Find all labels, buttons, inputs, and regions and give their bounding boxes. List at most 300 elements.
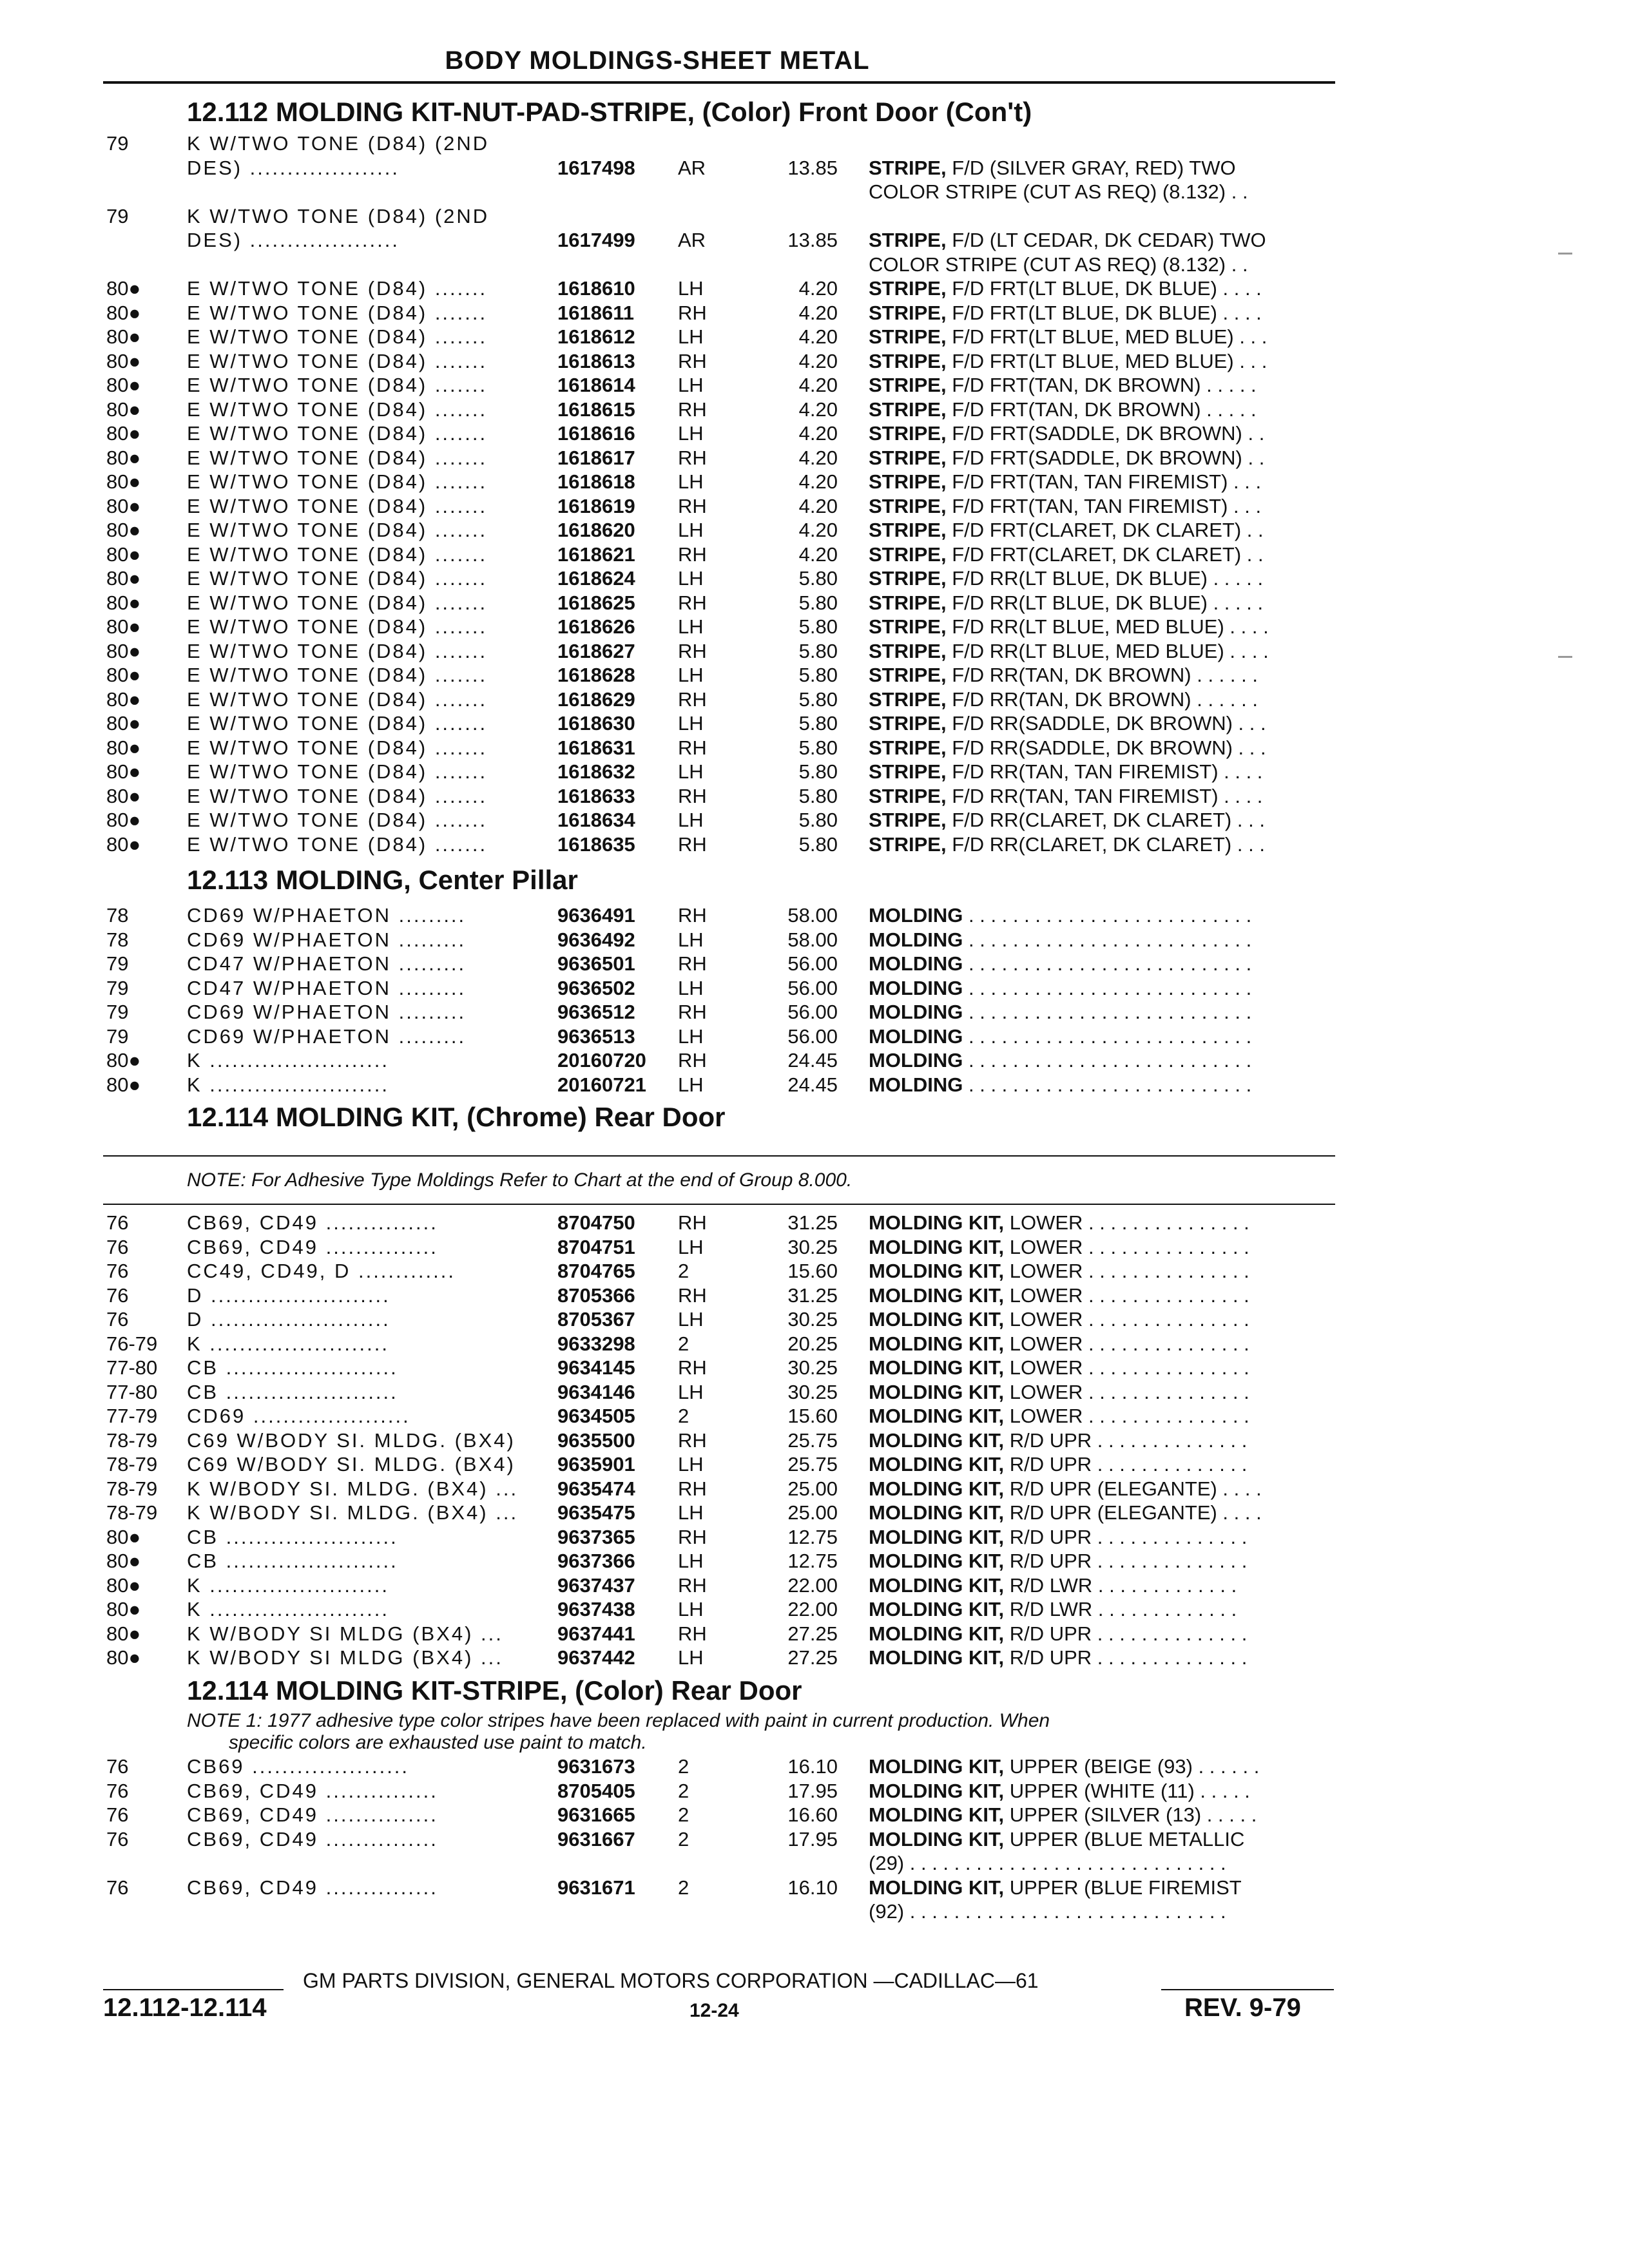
model-year: 76-79 — [106, 1332, 158, 1355]
model-year: 80● — [106, 301, 141, 324]
model-code: CB69, CD49 ............... — [187, 1876, 438, 1899]
quantity: RH — [678, 736, 707, 759]
price: 4.20 — [798, 374, 838, 396]
part-name: MOLDING KIT, — [869, 1283, 1005, 1307]
part-row — [0, 422, 1418, 447]
description-detail: R/D UPR . . . . . . . . . . . . . . — [1004, 1453, 1248, 1475]
model-code: K W/BODY SI MLDG (BX4) ... — [187, 1646, 503, 1669]
description-detail: . . . . . . . . . . . . . . . . . . . . . . . . . . — [963, 1073, 1252, 1096]
section-title: 12.112 MOLDING KIT-NUT-PAD-STRIPE, (Color) Front Door (Con't) — [187, 97, 1032, 127]
part-name: MOLDING KIT, — [869, 1356, 1005, 1379]
model-year: 76 — [106, 1803, 129, 1826]
model-code: K W/TWO TONE (D84) (2ND — [187, 132, 490, 155]
part-name: STRIPE, — [869, 398, 947, 421]
description-detail: F/D FRT(CLARET, DK CLARET) . . — [946, 519, 1264, 541]
price: 4.20 — [798, 519, 838, 541]
part-name: MOLDING KIT, — [869, 1803, 1005, 1826]
part-number: 1618630 — [557, 712, 635, 735]
quantity: RH — [678, 639, 707, 662]
quantity: RH — [678, 1477, 707, 1500]
price: 22.00 — [787, 1598, 838, 1620]
model-code: CD69 W/PHAETON ......... — [187, 928, 467, 951]
footer-section-range: 12.112-12.114 — [103, 1994, 267, 2022]
part-name: STRIPE, — [869, 784, 947, 807]
part-row — [0, 736, 1418, 761]
part-row — [0, 447, 1418, 471]
part-name: STRIPE, — [869, 760, 947, 783]
price: 5.80 — [798, 832, 838, 856]
model-year: 78 — [106, 904, 129, 927]
description-continuation: COLOR STRIPE (CUT AS REQ) (8.132) . . — [869, 253, 1248, 276]
model-year: 80● — [106, 639, 141, 662]
model-code: E W/TWO TONE (D84) ....... — [187, 374, 488, 396]
price: 56.00 — [787, 952, 838, 975]
section-title: 12.114 MOLDING KIT-STRIPE, (Color) Rear Door — [187, 1675, 802, 1706]
quantity: LH — [678, 422, 704, 445]
part-number: 1618626 — [557, 615, 635, 638]
model-code: K ........................ — [187, 1332, 389, 1355]
price: 25.75 — [787, 1428, 838, 1452]
part-name: MOLDING — [869, 1024, 963, 1048]
model-code: CB69, CD49 ............... — [187, 1827, 438, 1850]
price: 4.20 — [798, 277, 838, 300]
description — [869, 567, 1263, 590]
part-row — [0, 1429, 1418, 1454]
part-row — [0, 904, 1418, 928]
description-detail: R/D UPR (ELEGANTE) . . . . — [1004, 1477, 1262, 1500]
description — [869, 952, 1251, 975]
part-number: 1618632 — [557, 760, 635, 783]
part-name: STRIPE, — [869, 277, 947, 300]
part-row — [0, 688, 1418, 713]
part-number: 1618631 — [557, 736, 635, 759]
description — [869, 1332, 1249, 1356]
part-name: MOLDING KIT, — [869, 1501, 1005, 1524]
price: 15.60 — [787, 1405, 838, 1427]
model-code: E W/TWO TONE (D84) ....... — [187, 736, 488, 759]
part-row — [0, 1308, 1418, 1332]
part-name: STRIPE, — [869, 591, 947, 614]
part-number: 8704765 — [557, 1260, 635, 1282]
model-year: 80● — [106, 664, 141, 686]
model-code: DES) .................... — [187, 156, 400, 179]
part-number: 9635500 — [557, 1428, 635, 1452]
part-number: 9637438 — [557, 1598, 635, 1620]
description — [869, 977, 1251, 1000]
price: 16.60 — [787, 1803, 838, 1826]
description-detail: F/D FRT(LT BLUE, DK BLUE) . . . . — [946, 277, 1262, 300]
model-code: E W/TWO TONE (D84) ....... — [187, 446, 488, 469]
description-detail: R/D UPR . . . . . . . . . . . . . . — [1004, 1428, 1248, 1452]
description — [869, 447, 1264, 470]
description — [869, 736, 1266, 760]
part-number: 1618635 — [557, 832, 635, 856]
part-row — [0, 615, 1418, 640]
price: 25.00 — [787, 1477, 838, 1500]
part-row — [0, 302, 1418, 326]
part-name: STRIPE, — [869, 736, 947, 759]
part-name: MOLDING — [869, 928, 963, 951]
description — [869, 1755, 1259, 1778]
quantity: LH — [678, 1598, 704, 1620]
price: 24.45 — [787, 1049, 838, 1072]
part-row — [0, 1236, 1418, 1260]
part-number: 1618612 — [557, 325, 635, 348]
part-name: MOLDING KIT, — [869, 1260, 1005, 1282]
quantity: RH — [678, 904, 707, 927]
part-row — [0, 1477, 1418, 1502]
footer-publisher: GM PARTS DIVISION, GENERAL MOTORS CORPORATION —CADILLAC—61 — [303, 1969, 1039, 1992]
part-row — [0, 1356, 1418, 1381]
quantity: RH — [678, 1525, 707, 1548]
description-detail: R/D UPR . . . . . . . . . . . . . . — [1004, 1525, 1248, 1548]
part-row — [0, 1405, 1418, 1429]
model-code: C69 W/BODY SI. MLDG. (BX4) — [187, 1453, 516, 1475]
description — [869, 325, 1267, 349]
description-detail: F/D FRT(LT BLUE, MED BLUE) . . . — [946, 349, 1268, 372]
part-name: STRIPE, — [869, 349, 947, 372]
part-number: 9631671 — [557, 1876, 635, 1899]
quantity: LH — [678, 615, 704, 638]
model-year: 79 — [106, 132, 129, 155]
model-code: E W/TWO TONE (D84) ....... — [187, 543, 488, 566]
part-number: 9631667 — [557, 1827, 635, 1850]
model-code: K ........................ — [187, 1573, 389, 1597]
model-year: 80● — [106, 1646, 141, 1669]
model-code: CD69 W/PHAETON ......... — [187, 904, 467, 927]
price: 56.00 — [787, 1024, 838, 1048]
part-name: MOLDING KIT, — [869, 1622, 1005, 1645]
description — [869, 1073, 1251, 1097]
description — [869, 928, 1251, 952]
part-number: 1618610 — [557, 277, 635, 300]
part-name: MOLDING KIT, — [869, 1827, 1005, 1850]
description — [869, 1803, 1257, 1827]
description-detail: F/D FRT(CLARET, DK CLARET) . . — [946, 543, 1264, 566]
description — [869, 1574, 1237, 1597]
description-detail: R/D UPR . . . . . . . . . . . . . . — [1004, 1622, 1248, 1645]
part-row — [0, 1574, 1418, 1599]
model-year: 80● — [106, 687, 141, 711]
model-year: 80● — [106, 1573, 141, 1597]
model-year: 79 — [106, 952, 129, 975]
part-number: 1618629 — [557, 687, 635, 711]
price: 5.80 — [798, 664, 838, 686]
description — [869, 1876, 1242, 1899]
description — [869, 543, 1264, 566]
quantity: RH — [678, 1049, 707, 1072]
part-row — [0, 1550, 1418, 1574]
part-number: 1618628 — [557, 664, 635, 686]
part-row — [0, 374, 1418, 398]
description-detail: LOWER . . . . . . . . . . . . . . . — [1004, 1260, 1249, 1282]
part-name: MOLDING — [869, 904, 963, 927]
part-number: 9635901 — [557, 1453, 635, 1475]
description-detail: F/D FRT(TAN, TAN FIREMIST) . . . — [946, 470, 1262, 493]
price: 5.80 — [798, 784, 838, 807]
description-detail: F/D RR(SADDLE, DK BROWN) . . . — [946, 712, 1266, 735]
part-row — [0, 470, 1418, 495]
part-name: MOLDING KIT, — [869, 1308, 1005, 1331]
quantity: RH — [678, 398, 707, 421]
description-detail: LOWER . . . . . . . . . . . . . . . — [1004, 1380, 1249, 1403]
part-name: STRIPE, — [869, 664, 947, 686]
price: 25.75 — [787, 1453, 838, 1475]
footer-page-number: 12-24 — [689, 2000, 739, 2021]
part-number: 1617498 — [557, 156, 635, 179]
description-detail: . . . . . . . . . . . . . . . . . . . . . . . . . . — [963, 928, 1252, 951]
model-year: 76 — [106, 1755, 129, 1778]
part-name: STRIPE, — [869, 519, 947, 541]
part-row — [0, 1803, 1418, 1828]
part-number: 9636502 — [557, 976, 635, 999]
model-code: K ........................ — [187, 1049, 389, 1072]
description-detail: R/D LWR . . . . . . . . . . . . . — [1004, 1573, 1237, 1597]
quantity: LH — [678, 1380, 704, 1403]
model-code: E W/TWO TONE (D84) ....... — [187, 809, 488, 831]
description — [869, 760, 1262, 783]
description — [869, 1526, 1247, 1549]
model-code: CB ....................... — [187, 1380, 398, 1403]
model-year: 76 — [106, 1211, 129, 1234]
quantity: RH — [678, 301, 707, 324]
description-detail: F/D (SILVER GRAY, RED) TWO — [946, 156, 1236, 179]
part-number: 9637365 — [557, 1525, 635, 1548]
part-row — [0, 567, 1418, 591]
model-code: E W/TWO TONE (D84) ....... — [187, 470, 488, 493]
part-number: 1618615 — [557, 398, 635, 421]
model-code: D ........................ — [187, 1308, 390, 1331]
part-name: STRIPE, — [869, 422, 947, 445]
part-row — [0, 205, 1418, 229]
description — [869, 1780, 1250, 1803]
model-code: CB69, CD49 ............... — [187, 1803, 438, 1826]
header-rule — [103, 81, 1335, 84]
quantity: LH — [678, 277, 704, 300]
model-year: 79 — [106, 1001, 129, 1023]
description — [869, 904, 1251, 927]
part-row — [0, 132, 1418, 157]
description-detail: LOWER . . . . . . . . . . . . . . . — [1004, 1332, 1249, 1355]
price: 5.80 — [798, 567, 838, 590]
part-name: STRIPE, — [869, 832, 947, 856]
price: 5.80 — [798, 639, 838, 662]
model-year: 80● — [106, 832, 141, 856]
description-detail: R/D UPR . . . . . . . . . . . . . . — [1004, 1646, 1248, 1669]
model-code: E W/TWO TONE (D84) ....... — [187, 301, 488, 324]
part-number: 1618633 — [557, 784, 635, 807]
price: 31.25 — [787, 1283, 838, 1307]
quantity: LH — [678, 1308, 704, 1331]
price: 58.00 — [787, 928, 838, 951]
part-number: 9634146 — [557, 1380, 635, 1403]
part-row — [0, 1332, 1418, 1357]
model-year: 80● — [106, 422, 141, 445]
model-code: K ........................ — [187, 1598, 389, 1620]
model-code: CB ....................... — [187, 1356, 398, 1379]
part-row — [0, 1453, 1418, 1477]
part-name: MOLDING KIT, — [869, 1550, 1005, 1572]
model-year: 80● — [106, 277, 141, 300]
quantity: LH — [678, 1453, 704, 1475]
part-row — [0, 1049, 1418, 1073]
price: 5.80 — [798, 809, 838, 831]
part-number: 20160720 — [557, 1049, 646, 1072]
price: 27.25 — [787, 1646, 838, 1669]
continuation-row — [0, 1900, 1418, 1925]
section-title: 12.114 MOLDING KIT, (Chrome) Rear Door — [187, 1102, 726, 1132]
model-code: E W/TWO TONE (D84) ....... — [187, 784, 488, 807]
part-row — [0, 229, 1418, 253]
price: 16.10 — [787, 1755, 838, 1778]
part-row — [0, 495, 1418, 519]
part-row — [0, 1025, 1418, 1050]
price: 5.80 — [798, 687, 838, 711]
part-number: 9634505 — [557, 1405, 635, 1427]
model-year: 78-79 — [106, 1477, 158, 1500]
model-year: 80● — [106, 1550, 141, 1572]
quantity: 2 — [678, 1405, 689, 1427]
price: 22.00 — [787, 1573, 838, 1597]
part-name: MOLDING KIT, — [869, 1779, 1005, 1802]
description — [869, 640, 1269, 663]
quantity: LH — [678, 567, 704, 590]
quantity: LH — [678, 712, 704, 735]
quantity: LH — [678, 976, 704, 999]
part-name: STRIPE, — [869, 615, 947, 638]
part-number: 1618613 — [557, 349, 635, 372]
quantity: RH — [678, 1356, 707, 1379]
model-year: 80● — [106, 1622, 141, 1645]
part-name: MOLDING — [869, 1049, 963, 1072]
description — [869, 1550, 1247, 1573]
part-row — [0, 760, 1418, 785]
part-number: 8704751 — [557, 1235, 635, 1258]
quantity: 2 — [678, 1755, 689, 1778]
description-detail: F/D RR(SADDLE, DK BROWN) . . . — [946, 736, 1266, 759]
model-year: 80● — [106, 494, 141, 517]
quantity: LH — [678, 1501, 704, 1524]
description — [869, 1211, 1249, 1235]
part-number: 1618620 — [557, 519, 635, 541]
model-year: 80● — [106, 1073, 141, 1096]
continuation-row — [0, 1852, 1418, 1876]
part-name: STRIPE, — [869, 301, 947, 324]
price: 4.20 — [798, 494, 838, 517]
description — [869, 1477, 1262, 1501]
price: 30.25 — [787, 1380, 838, 1403]
description-detail: UPPER (SILVER (13) . . . . . — [1004, 1803, 1257, 1826]
quantity: LH — [678, 760, 704, 783]
price: 4.20 — [798, 398, 838, 421]
part-number: 1618627 — [557, 639, 635, 662]
part-name: MOLDING KIT, — [869, 1525, 1005, 1548]
quantity: LH — [678, 1073, 704, 1096]
description — [869, 1001, 1251, 1024]
model-code: CB69 ..................... — [187, 1755, 410, 1778]
price: 25.00 — [787, 1501, 838, 1524]
part-name: MOLDING — [869, 976, 963, 999]
quantity: LH — [678, 809, 704, 831]
quantity: 2 — [678, 1827, 689, 1850]
model-code: E W/TWO TONE (D84) ....... — [187, 277, 488, 300]
description — [869, 1429, 1247, 1452]
description — [869, 1453, 1247, 1476]
model-code: E W/TWO TONE (D84) ....... — [187, 591, 488, 614]
description-detail: F/D FRT(TAN, DK BROWN) . . . . . — [946, 374, 1257, 396]
description — [869, 1284, 1249, 1307]
model-code: CB69, CD49 ............... — [187, 1779, 438, 1802]
part-number: 9636512 — [557, 1001, 635, 1023]
quantity: RH — [678, 543, 707, 566]
quantity: RH — [678, 952, 707, 975]
part-name: MOLDING KIT, — [869, 1332, 1005, 1355]
part-name: STRIPE, — [869, 494, 947, 517]
quantity: LH — [678, 470, 704, 493]
model-year: 78-79 — [106, 1501, 158, 1524]
model-year: 80● — [106, 615, 141, 638]
quantity: RH — [678, 446, 707, 469]
description-detail: F/D RR(LT BLUE, MED BLUE) . . . . — [946, 615, 1269, 638]
description-detail: LOWER . . . . . . . . . . . . . . . — [1004, 1356, 1249, 1379]
description — [869, 1356, 1249, 1379]
model-code: E W/TWO TONE (D84) ....... — [187, 519, 488, 541]
part-row — [0, 1526, 1418, 1550]
part-row — [0, 1828, 1418, 1852]
part-number: 9637437 — [557, 1573, 635, 1597]
model-code: CD69 W/PHAETON ......... — [187, 1024, 467, 1048]
part-row — [0, 1284, 1418, 1309]
description — [869, 157, 1236, 180]
description — [869, 833, 1265, 856]
price: 24.45 — [787, 1073, 838, 1096]
part-number: 20160721 — [557, 1073, 646, 1096]
description-detail: F/D RR(CLARET, DK CLARET) . . . — [946, 832, 1265, 856]
part-row — [0, 157, 1418, 181]
price: 27.25 — [787, 1622, 838, 1645]
price: 17.95 — [787, 1827, 838, 1850]
model-year: 77-79 — [106, 1405, 158, 1427]
price: 5.80 — [798, 712, 838, 735]
model-code: DES) .................... — [187, 229, 400, 251]
description-detail: . . . . . . . . . . . . . . . . . . . . . . . . . . — [963, 1024, 1252, 1048]
description — [869, 495, 1261, 518]
quantity: RH — [678, 591, 707, 614]
part-name: STRIPE, — [869, 446, 947, 469]
section-note: NOTE: For Adhesive Type Moldings Refer to Chart at the end of Group 8.000. — [187, 1169, 853, 1191]
description — [869, 277, 1262, 300]
description-continuation: (92) . . . . . . . . . . . . . . . . . . . . . . . . . . . . . — [869, 1900, 1226, 1923]
description-detail: F/D RR(LT BLUE, DK BLUE) . . . . . — [946, 591, 1264, 614]
model-year: 80● — [106, 446, 141, 469]
quantity: LH — [678, 374, 704, 396]
model-code: CD69 ..................... — [187, 1405, 410, 1427]
part-row — [0, 350, 1418, 374]
price: 16.10 — [787, 1876, 838, 1899]
model-year: 77-80 — [106, 1380, 158, 1403]
description-detail: F/D FRT(TAN, TAN FIREMIST) . . . — [946, 494, 1262, 517]
part-row — [0, 1260, 1418, 1284]
description — [869, 1598, 1237, 1621]
model-year: 80● — [106, 349, 141, 372]
model-year: 76 — [106, 1779, 129, 1802]
part-name: MOLDING KIT, — [869, 1646, 1005, 1669]
part-row — [0, 1381, 1418, 1405]
description — [869, 1622, 1247, 1646]
model-year: 78-79 — [106, 1453, 158, 1475]
price: 5.80 — [798, 760, 838, 783]
quantity: 2 — [678, 1260, 689, 1282]
